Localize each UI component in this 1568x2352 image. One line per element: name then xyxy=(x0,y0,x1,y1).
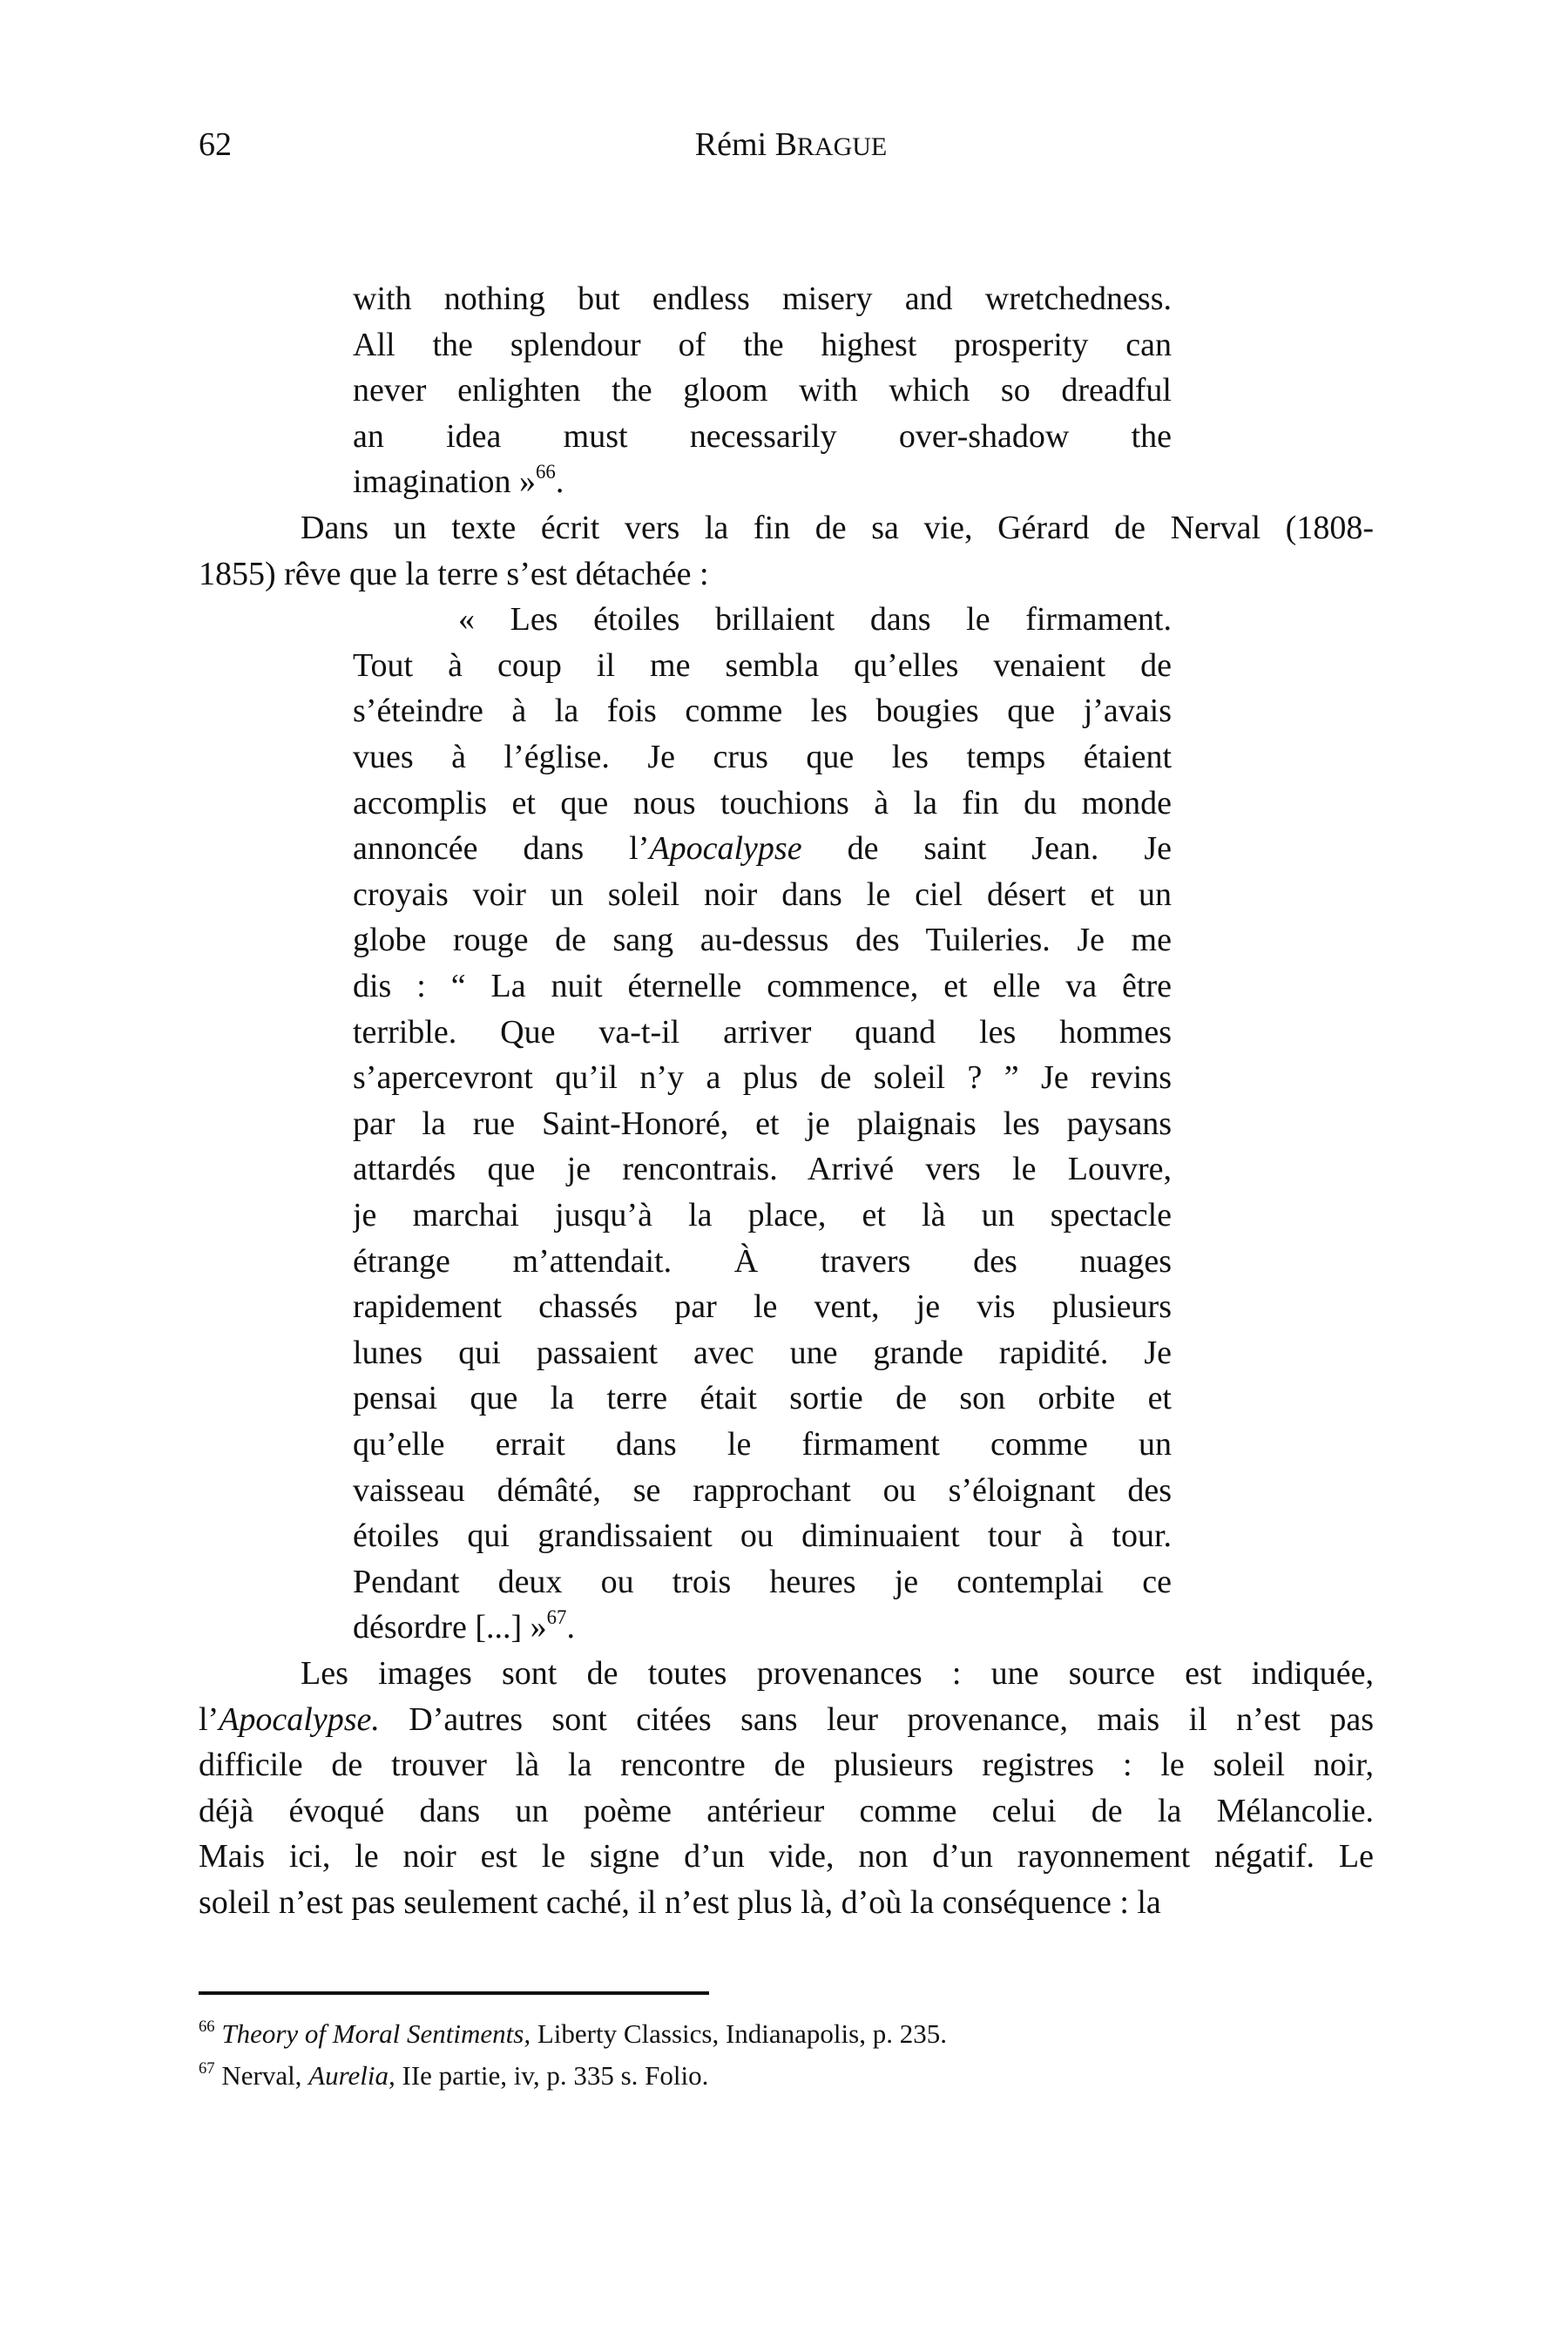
text-run: All the splendour of the highest prosperity can xyxy=(353,326,1172,363)
paragraph-line xyxy=(199,1788,1374,1835)
footnote-ref: 67 xyxy=(546,1606,567,1629)
text-run: an idea must necessarily over-shadow the xyxy=(353,417,1172,455)
text-run: attardés que je rencontrais. Arrivé vers le Louvre, xyxy=(353,1151,1172,1188)
quote-line xyxy=(353,1193,1172,1239)
quote-line xyxy=(353,1422,1172,1468)
footnote-ref: 66 xyxy=(536,461,556,483)
running-header xyxy=(0,122,1568,170)
paragraph-line xyxy=(199,1697,1374,1743)
text-run: soleil n’est pas seulement caché, il n’est plus là, d’où la conséquence : la xyxy=(199,1884,1161,1921)
footnote-text: IIe partie, iv, p. 335 s. Folio. xyxy=(395,2060,709,2091)
quote-line xyxy=(353,1101,1172,1147)
text-run: pensai que la terre était sortie de son orbite et xyxy=(353,1380,1172,1417)
paragraph-line xyxy=(301,1651,1374,1697)
text-run: . xyxy=(555,463,564,501)
quote-line xyxy=(353,1284,1172,1330)
text-run: Pendant deux ou trois heures je contemplai ce xyxy=(353,1563,1172,1600)
text-run: dis : “ La nuit éternelle commence, et elle va être xyxy=(353,968,1172,1004)
footnote-67 xyxy=(199,2056,708,2100)
text-run: rapidement chassés par le vent, je vis plusieurs xyxy=(353,1288,1172,1326)
text-run: s’éteindre à la fois comme les bougies que j’avais xyxy=(353,693,1172,730)
paragraph-line xyxy=(301,505,1374,551)
text-run: étoiles qui grandissaient ou diminuaient tour à tour. xyxy=(353,1517,1172,1555)
quote-line xyxy=(353,826,1172,872)
text-run: vues à l’église. Je crus que les temps étaient xyxy=(353,739,1172,775)
footnote-separator xyxy=(199,1991,709,1995)
italic-title: Apocalypse xyxy=(649,830,802,868)
footnote-title: Aurelia, xyxy=(308,2060,395,2091)
quote-line xyxy=(353,917,1172,963)
text-run: je marchai jusqu’à la place, et là un spectacle xyxy=(353,1197,1172,1233)
text-run: s’apercevront qu’il n’y a plus de soleil ? ” Je revins xyxy=(353,1059,1172,1097)
text-run: never enlighten the gloom with which so dreadful xyxy=(353,372,1172,409)
quote-line xyxy=(353,1010,1172,1056)
quote-line xyxy=(353,1375,1172,1422)
quote-line xyxy=(353,322,1172,368)
footnote-number: 66 xyxy=(199,2017,215,2036)
text-run: globe rouge de sang au-dessus des Tuileries. Je me xyxy=(353,922,1172,959)
text-run: with nothing but endless misery and wretchedness. xyxy=(353,280,1172,317)
text-run: « Les étoiles brillaient dans le firmament. xyxy=(458,601,1172,639)
text-run: Dans un texte écrit vers la fin de sa vie, Gérard de Nerval (1808- xyxy=(301,510,1374,546)
paragraph-line xyxy=(199,1834,1374,1880)
quote-line xyxy=(353,1513,1172,1559)
author-first: Rémi xyxy=(694,126,775,163)
text-run: vaisseau démâté, se rapprochant ou s’éloignant des xyxy=(353,1471,1172,1509)
footnote-text: Liberty Classics, Indianapolis, p. 235. xyxy=(531,2018,947,2049)
text-run: de saint Jean. Je xyxy=(801,830,1172,868)
text-run: lunes qui passaient avec une grande rapidité. Je xyxy=(353,1334,1172,1371)
quote-line xyxy=(353,872,1172,918)
text-run: annoncée dans l’ xyxy=(353,830,650,868)
quote-line xyxy=(353,1559,1172,1605)
text-run: étrange m’attendait. À travers des nuages xyxy=(353,1242,1172,1280)
quote-line xyxy=(353,276,1172,322)
paragraph-line xyxy=(199,1742,1374,1788)
text-run: désordre [...] » xyxy=(353,1609,547,1646)
quote-line xyxy=(353,643,1172,689)
text-run: terrible. Que va-t-il arriver quand les hommes xyxy=(353,1013,1172,1051)
text-run: Mais ici, le noir est le signe d’un vide, non d’un rayonnement négatif. Le xyxy=(199,1838,1374,1876)
text-run: Tout à coup il me sembla qu’elles venaient de xyxy=(353,646,1172,684)
text-run: 1855) rêve que la terre s’est détachée : xyxy=(199,555,709,592)
footnote-text: Nerval, xyxy=(221,2060,309,2091)
quote-line xyxy=(353,1146,1172,1193)
author-small-caps: RAGUE xyxy=(796,132,888,161)
text-run: imagination » xyxy=(353,463,537,501)
italic-title: Apocalypse. xyxy=(219,1700,380,1738)
page-number: 62 xyxy=(199,126,232,163)
text-run: par la rue Saint-Honoré, et je plaignais les paysans xyxy=(353,1105,1172,1142)
quote-line xyxy=(353,781,1172,827)
quote-line xyxy=(353,1330,1172,1376)
text-run: . xyxy=(566,1609,575,1646)
text-run: déjà évoqué dans un poème antérieur comme celui de la Mélancolie. xyxy=(199,1792,1374,1829)
text-run: Les images sont de toutes provenances : une source est indiquée, xyxy=(301,1655,1374,1692)
paragraph-line xyxy=(199,551,1374,598)
quote-line xyxy=(353,1605,1172,1651)
text-run: qu’elle errait dans le firmament comme un xyxy=(353,1426,1172,1463)
text-run: accomplis et que nous touchions à la fin du monde xyxy=(353,784,1172,821)
quote-line xyxy=(353,734,1172,781)
footnote-number: 67 xyxy=(199,2058,215,2078)
author-cap: B xyxy=(774,126,797,163)
quote-line xyxy=(353,1055,1172,1101)
quote-line xyxy=(353,414,1172,460)
footnote-66 xyxy=(199,2014,947,2058)
quote-line xyxy=(353,688,1172,734)
quote-line xyxy=(353,963,1172,1010)
text-run: croyais voir un soleil noir dans le ciel désert et un xyxy=(353,875,1172,913)
quote-line xyxy=(353,1239,1172,1285)
quote-line xyxy=(353,459,1172,505)
quote-line xyxy=(353,368,1172,414)
text-run: difficile de trouver là la rencontre de plusieurs registres : le soleil noir, xyxy=(199,1747,1374,1784)
text-run: D’autres sont citées sans leur provenance, mais il n’est pas xyxy=(379,1700,1374,1738)
quote-line xyxy=(458,597,1172,643)
text-run: l’ xyxy=(199,1700,220,1738)
quote-line xyxy=(353,1468,1172,1514)
paragraph-line xyxy=(199,1880,1374,1926)
footnote-title: Theory of Moral Sentiments, xyxy=(221,2018,531,2049)
